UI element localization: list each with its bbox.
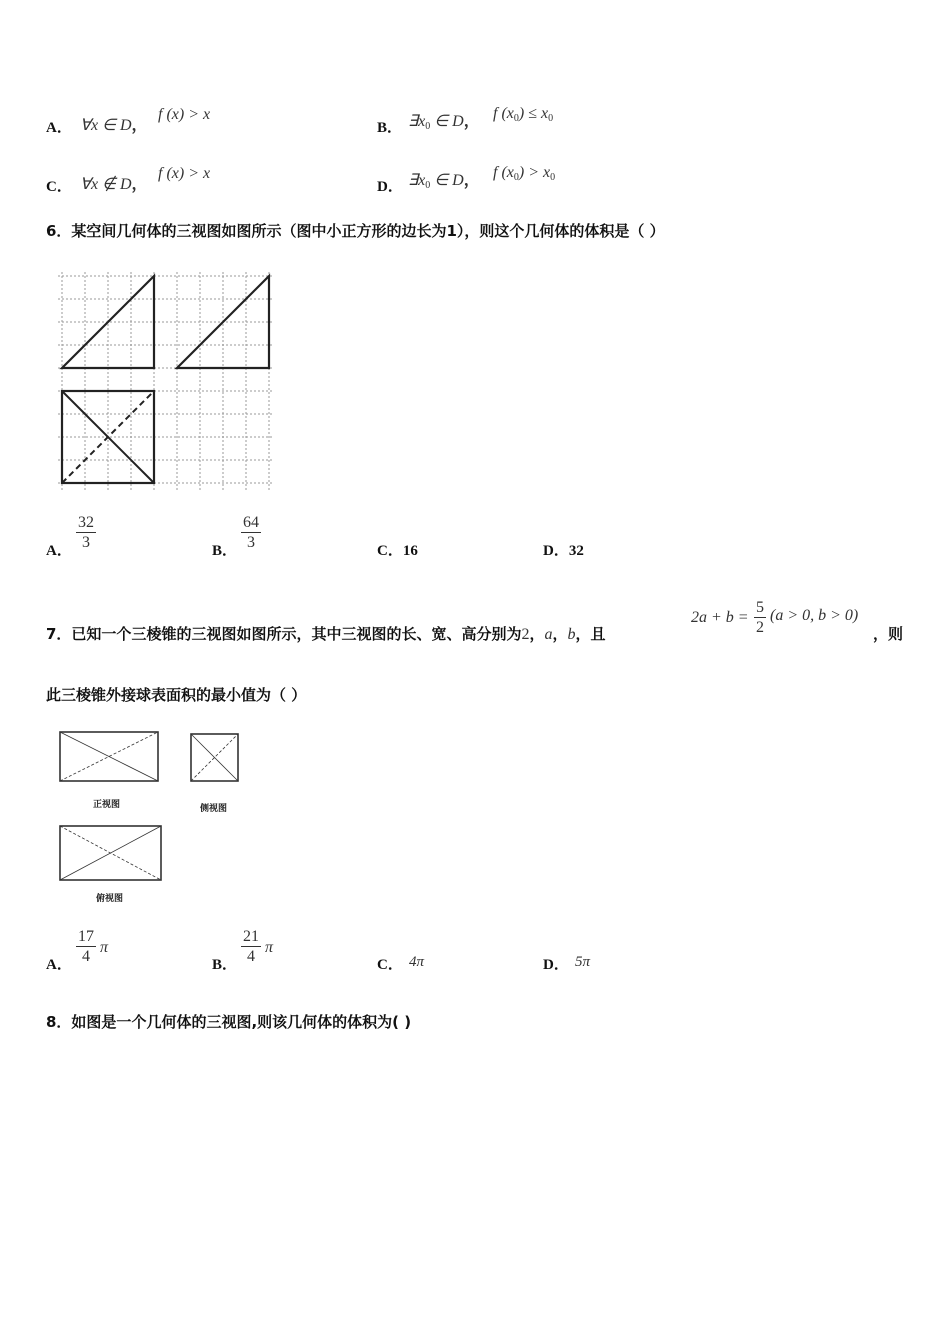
q7-caption-top: 俯视图: [96, 894, 124, 904]
q5-option-d[interactable]: [377, 175, 403, 196]
q5-option-b[interactable]: [377, 116, 402, 137]
q5-a-quantifier: ∀x ∈ D，: [80, 117, 148, 134]
q5-c-expression: f (x) > x: [158, 165, 211, 182]
q7-option-a-pi: π: [100, 939, 109, 956]
q7-equation-condition: (a > 0, b > 0): [770, 607, 859, 624]
front-view: [60, 732, 158, 781]
option-label: D．: [543, 543, 569, 559]
q7-option-a[interactable]: A．: [46, 957, 72, 973]
q7-stem-end: ，则: [873, 625, 904, 643]
q7-option-b[interactable]: B．: [212, 957, 238, 973]
q7-option-b-fraction: $\frac{21}{4}$: [243, 928, 259, 965]
option-value: 16: [402, 543, 418, 559]
q7-option-b-pi: π: [265, 939, 274, 956]
q6-option-d[interactable]: [543, 539, 584, 560]
q5-b-expression: f $(x_0) \le x_0$: [493, 105, 554, 124]
q6-option-c[interactable]: [377, 539, 418, 560]
q5-d-quantifier: $\exists x_0$ ∈ D，: [408, 172, 480, 191]
option-label: B．: [377, 120, 403, 136]
q6-option-b-fraction: $\frac{64}{3}$: [243, 514, 259, 551]
q5-a-expression: f (x) > x: [158, 106, 211, 123]
q7-caption-front: 正视图: [93, 800, 121, 810]
q6-option-a-fraction: $\frac{32}{3}$: [78, 514, 94, 551]
option-label: C．: [377, 543, 403, 559]
q7-option-d-value: 5π: [575, 954, 591, 970]
option-label: C．: [46, 179, 72, 195]
q5-d-expression: f $(x_0) > x_0$: [493, 164, 556, 183]
option-label: D．: [377, 179, 403, 195]
top-view: [60, 826, 161, 880]
option-label: A．: [46, 120, 72, 136]
q6-stem: 6．某空间几何体的三视图如图所示（图中小正方形的边长为1），则这个几何体的体积是（ ）: [46, 222, 665, 240]
q5-option-c[interactable]: [46, 175, 72, 196]
q8-stem: 8．如图是一个几何体的三视图,则该几何体的体积为( ): [46, 1013, 412, 1031]
q7-stem-line1: 7．已知一个三棱锥的三视图如图所示，其中三视图的长、宽、高分别为2，a，b，且: [46, 625, 606, 643]
q7-three-view-figure: [56, 728, 246, 908]
option-value: 32: [568, 543, 584, 559]
q6-option-a[interactable]: A．: [46, 543, 72, 559]
q6-option-b[interactable]: B．: [212, 543, 238, 559]
q7-option-c-value: 4π: [409, 954, 425, 970]
q5-b-quantifier: $\exists x_0$ ∈ D，: [408, 113, 480, 132]
q7-equation-left: 2a + b =: [691, 609, 749, 626]
q7-stem-line2: 此三棱锥外接球表面积的最小值为（ ）: [46, 686, 307, 704]
side-view: [191, 734, 238, 781]
q7-option-a-fraction: $\frac{17}{4}$: [78, 928, 94, 965]
q7-option-c[interactable]: C．: [377, 957, 403, 973]
q7-equation-fraction: $\frac{5}{2}$: [756, 599, 764, 636]
q5-c-quantifier: ∀x ∉ D，: [80, 176, 148, 193]
q7-caption-side: 侧视图: [200, 804, 228, 814]
q7-option-d[interactable]: D．: [543, 957, 569, 973]
q5-option-a[interactable]: [46, 116, 72, 137]
q6-three-view-figure: [58, 272, 274, 494]
